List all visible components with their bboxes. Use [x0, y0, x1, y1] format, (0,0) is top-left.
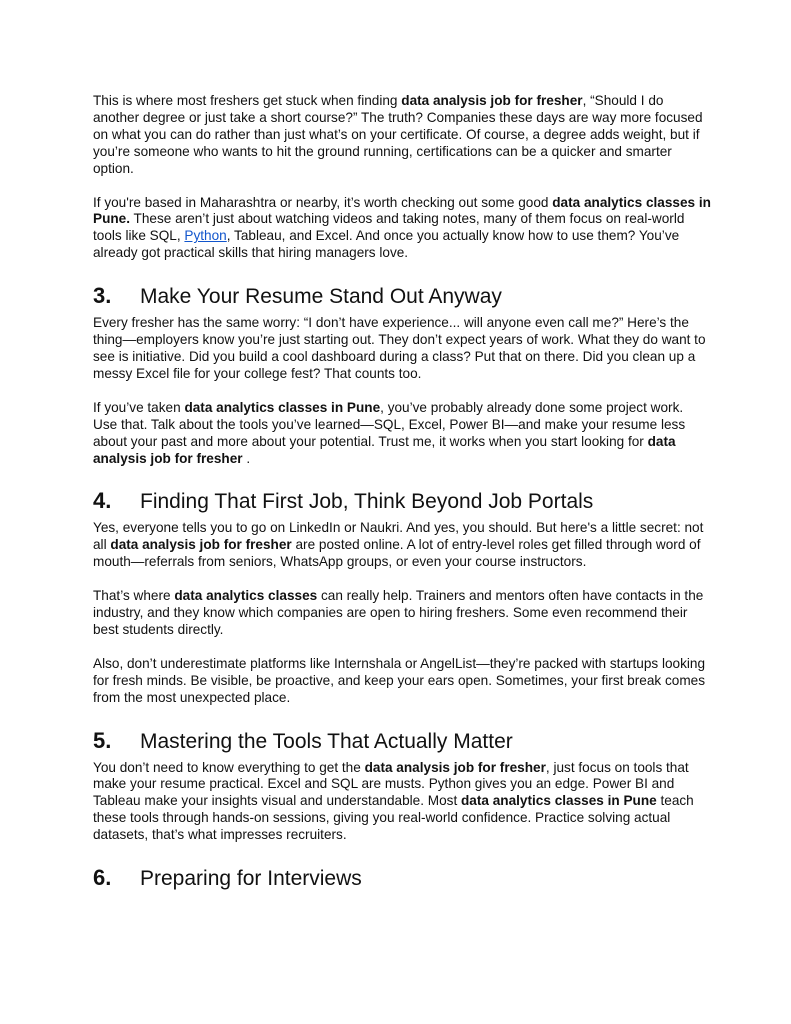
keyword-bold: data analysis job for fresher: [110, 537, 292, 553]
section-6-heading: [93, 866, 711, 891]
keyword-bold: data analytics classes in Pune: [184, 399, 381, 415]
section-3-heading: [93, 284, 711, 309]
keyword-bold: data analytics classes: [174, 588, 318, 604]
python-link[interactable]: Python: [184, 228, 227, 244]
section-title: Make Your Resume Stand Out Anyway: [140, 285, 502, 309]
section-3-paragraph-2: If you’ve taken data analytics classes in Pune, you’ve probably already done some project work. Use that. Talk about the tools you’ve learned—SQL, Excel, Power BI—and make your resume less about your past and more about your potential. Trust me, it works when you start looking for data analysis job for fresher .: [93, 399, 686, 466]
section-number: 4.: [93, 488, 112, 514]
section-5-paragraph-1: You don’t need to know everything to get the data analysis job for fresher, just focus on tools that make your resume practical. Excel and SQL are musts. Python gives you an edge. Power BI and Tableau make your insights visual and understandable. Most data analytics classes in Pune teach these tools through hands-on sessions, giving you real-world confidence. Practice solving actual datasets, that’s what impresses recruiters.: [93, 759, 694, 843]
section-number: 5.: [93, 727, 112, 753]
intro-paragraph-1: This is where most freshers get stuck when finding data analysis job for fresher, “Should I do another degree or just take a short course?” The truth? Companies these days are way more focused on what you can do rather than just what’s on your certificate. Of course, a degree adds weight, but if you’re someone who wants to hit the ground running, certifications can be a quicker and smarter option.: [93, 93, 703, 176]
section-title: Finding That First Job, Think Beyond Job Portals: [140, 490, 594, 514]
section-4-paragraph-1: Yes, everyone tells you to go on LinkedIn or Naukri. And yes, you should. But here's a little secret: not all data analysis job for fresher are posted online. A lot of entry-level roles get filled through word of mouth—referrals from seniors, WhatsApp groups, or even your course instructors.: [93, 520, 704, 570]
section-4-paragraph-3: Also, don’t underestimate platforms like Internshala or AngelList—they’re packed with startups looking for fresh minds. Be visible, be proactive, and keep your ears open. Sometimes, your first break comes from the most unexpected place.: [93, 655, 706, 705]
section-3-paragraph-1: Every fresher has the same worry: “I don’t have experience... will anyone even call me?” Here’s the thing—employers know you’re just starting out. They don’t expect years of work. What they do want to see is initiative. Did you build a cool dashboard during a class? Put that on there. Did you clean up a messy Excel file for your college fest? That counts too.: [93, 315, 706, 381]
keyword-bold: data analysis job for fresher: [93, 433, 676, 466]
section-title: Preparing for Interviews: [140, 867, 362, 891]
section-title: Mastering the Tools That Actually Matter: [140, 729, 513, 753]
keyword-bold: data analysis job for fresher: [364, 759, 546, 775]
section-number: 6.: [93, 865, 112, 891]
keyword-bold: data analytics classes in Pune: [461, 793, 657, 809]
section-5-heading: [93, 729, 711, 754]
section-4-heading: [93, 489, 711, 514]
keyword-bold: data analytics classes in Pune.: [93, 194, 711, 227]
section-4-paragraph-2: That’s where data analytics classes can really help. Trainers and mentors often have contacts in the industry, and they know which companies are open to hiring freshers. Some even recommend their best students directly.: [93, 588, 704, 637]
intro-paragraph-2: If you're based in Maharashtra or nearby, it’s worth checking out some good data analytics classes in Pune. These aren’t just about watching videos and taking notes, many of them focus on real-world tools like SQL, Python, Tableau, and Excel. And once you actually know how to use them? You’ve already got practical skills that hiring managers love.: [93, 194, 711, 261]
section-number: 3.: [93, 283, 112, 309]
keyword-bold: data analysis job for fresher: [401, 93, 583, 108]
